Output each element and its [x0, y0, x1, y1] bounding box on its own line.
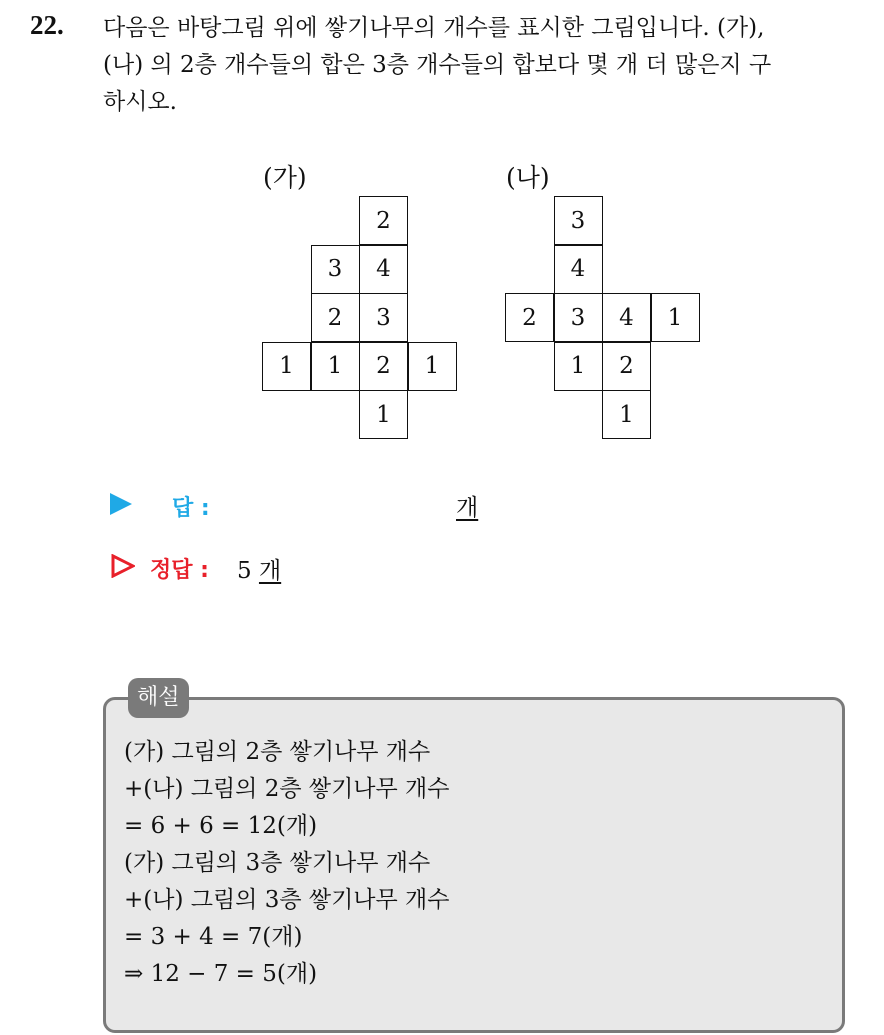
answer-triangle-icon — [110, 493, 132, 515]
grid-cell: 2 — [505, 293, 554, 342]
question-number: 22. — [30, 10, 64, 40]
grid-cell: 4 — [602, 293, 651, 342]
grid-cell: 1 — [554, 342, 603, 391]
grid-cell: 3 — [554, 196, 603, 245]
answer-unit: 개 — [456, 495, 479, 521]
grid-cell: 4 — [359, 245, 408, 294]
solution-line: +(나) 그림의 2층 쌓기나무 개수 — [124, 776, 450, 802]
grid-cell: 1 — [408, 342, 457, 391]
solution-line: (가) 그림의 2층 쌓기나무 개수 — [124, 739, 431, 765]
figure-na-label: (나) — [506, 163, 550, 192]
correct-answer-triangle-icon — [111, 554, 135, 578]
grid-cell: 1 — [262, 342, 311, 391]
grid-cell: 3 — [554, 293, 603, 342]
solution-line: = 3 + 4 = 7(개) — [124, 924, 303, 950]
grid-cell: 1 — [651, 293, 700, 342]
grid-cell: 1 — [359, 390, 408, 439]
question-line: 다음은 바탕그림 위에 쌓기나무의 개수를 표시한 그림입니다. (가), — [103, 15, 765, 41]
grid-cell: 4 — [554, 245, 603, 294]
correct-answer-number: 5 — [237, 558, 252, 584]
solution-line: +(나) 그림의 3층 쌓기나무 개수 — [124, 887, 450, 913]
question-line: (나) 의 2층 개수들의 합은 3층 개수들의 합보다 몇 개 더 많은지 구 — [103, 52, 772, 78]
solution-text — [124, 734, 450, 993]
question-text — [103, 10, 863, 121]
grid-cell: 2 — [602, 342, 651, 391]
grid-cell: 3 — [311, 245, 360, 294]
correct-answer-value — [237, 552, 281, 585]
solution-line: ⇒ 12 − 7 = 5(개) — [124, 961, 318, 987]
correct-answer-label: 정답 : — [150, 558, 209, 583]
grid-cell: 3 — [359, 293, 408, 342]
grid-cell: 1 — [602, 390, 651, 439]
grid-cell: 2 — [359, 196, 408, 245]
solution-line: (가) 그림의 3층 쌓기나무 개수 — [124, 850, 431, 876]
figure-ga-label: (가) — [263, 163, 307, 192]
solution-line: = 6 + 6 = 12(개) — [124, 813, 318, 839]
grid-cell: 2 — [311, 293, 360, 342]
solution-tag: 해설 — [128, 678, 189, 718]
grid-cell: 2 — [359, 342, 408, 391]
correct-answer-unit: 개 — [258, 558, 282, 584]
question-line: 하시오. — [103, 89, 177, 115]
grid-cell: 1 — [311, 342, 360, 391]
answer-label: 답 : — [172, 496, 210, 521]
